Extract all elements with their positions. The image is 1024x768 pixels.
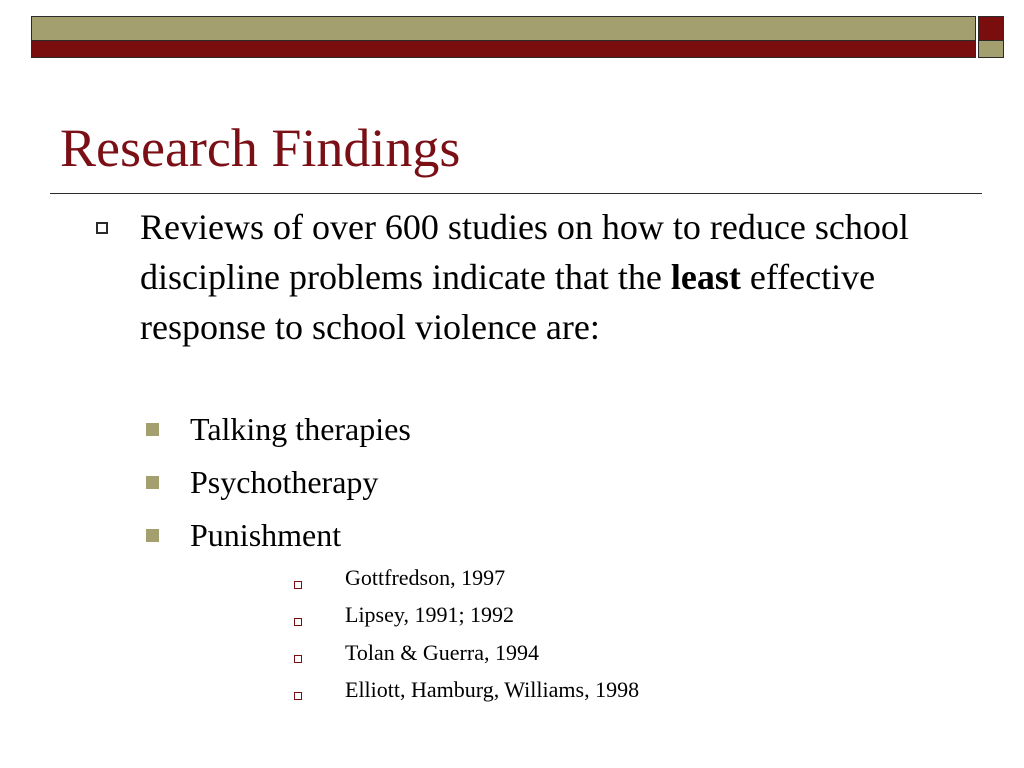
small-square-bullet-icon <box>294 692 302 700</box>
title-divider <box>50 193 982 194</box>
main-bullet-text-after: effective response to school violence are: <box>140 257 876 347</box>
header-decoration-bar <box>31 16 976 58</box>
corner-olive-square <box>979 41 1003 58</box>
solid-square-bullet-icon <box>146 529 159 542</box>
slide-title: Research Findings <box>60 118 461 178</box>
solid-square-bullet-icon <box>146 476 159 489</box>
small-square-bullet-icon <box>294 581 302 589</box>
corner-maroon-square <box>979 17 1003 41</box>
main-bullet-text-before: Reviews of over 600 studies on how to reduce school discipline problems indicate that the <box>140 207 909 297</box>
main-bullet-text <box>140 202 940 352</box>
citation-item: Gottfredson, 1997 <box>345 565 506 590</box>
header-corner-block <box>978 16 1004 58</box>
sub-item-punishment: Punishment <box>190 517 342 553</box>
header-olive-stripe <box>32 17 975 41</box>
header-maroon-stripe <box>32 41 975 58</box>
citation-item: Tolan & Guerra, 1994 <box>345 640 539 665</box>
hollow-square-bullet-icon <box>96 222 108 234</box>
sub-item-psychotherapy: Psychotherapy <box>190 464 379 500</box>
small-square-bullet-icon <box>294 655 302 663</box>
main-bullet-emphasis: least <box>670 257 741 297</box>
sub-item-talking-therapies: Talking therapies <box>190 411 411 447</box>
citation-item: Lipsey, 1991; 1992 <box>345 602 515 627</box>
solid-square-bullet-icon <box>146 423 159 436</box>
small-square-bullet-icon <box>294 618 302 626</box>
citation-item: Elliott, Hamburg, Williams, 1998 <box>345 677 640 702</box>
